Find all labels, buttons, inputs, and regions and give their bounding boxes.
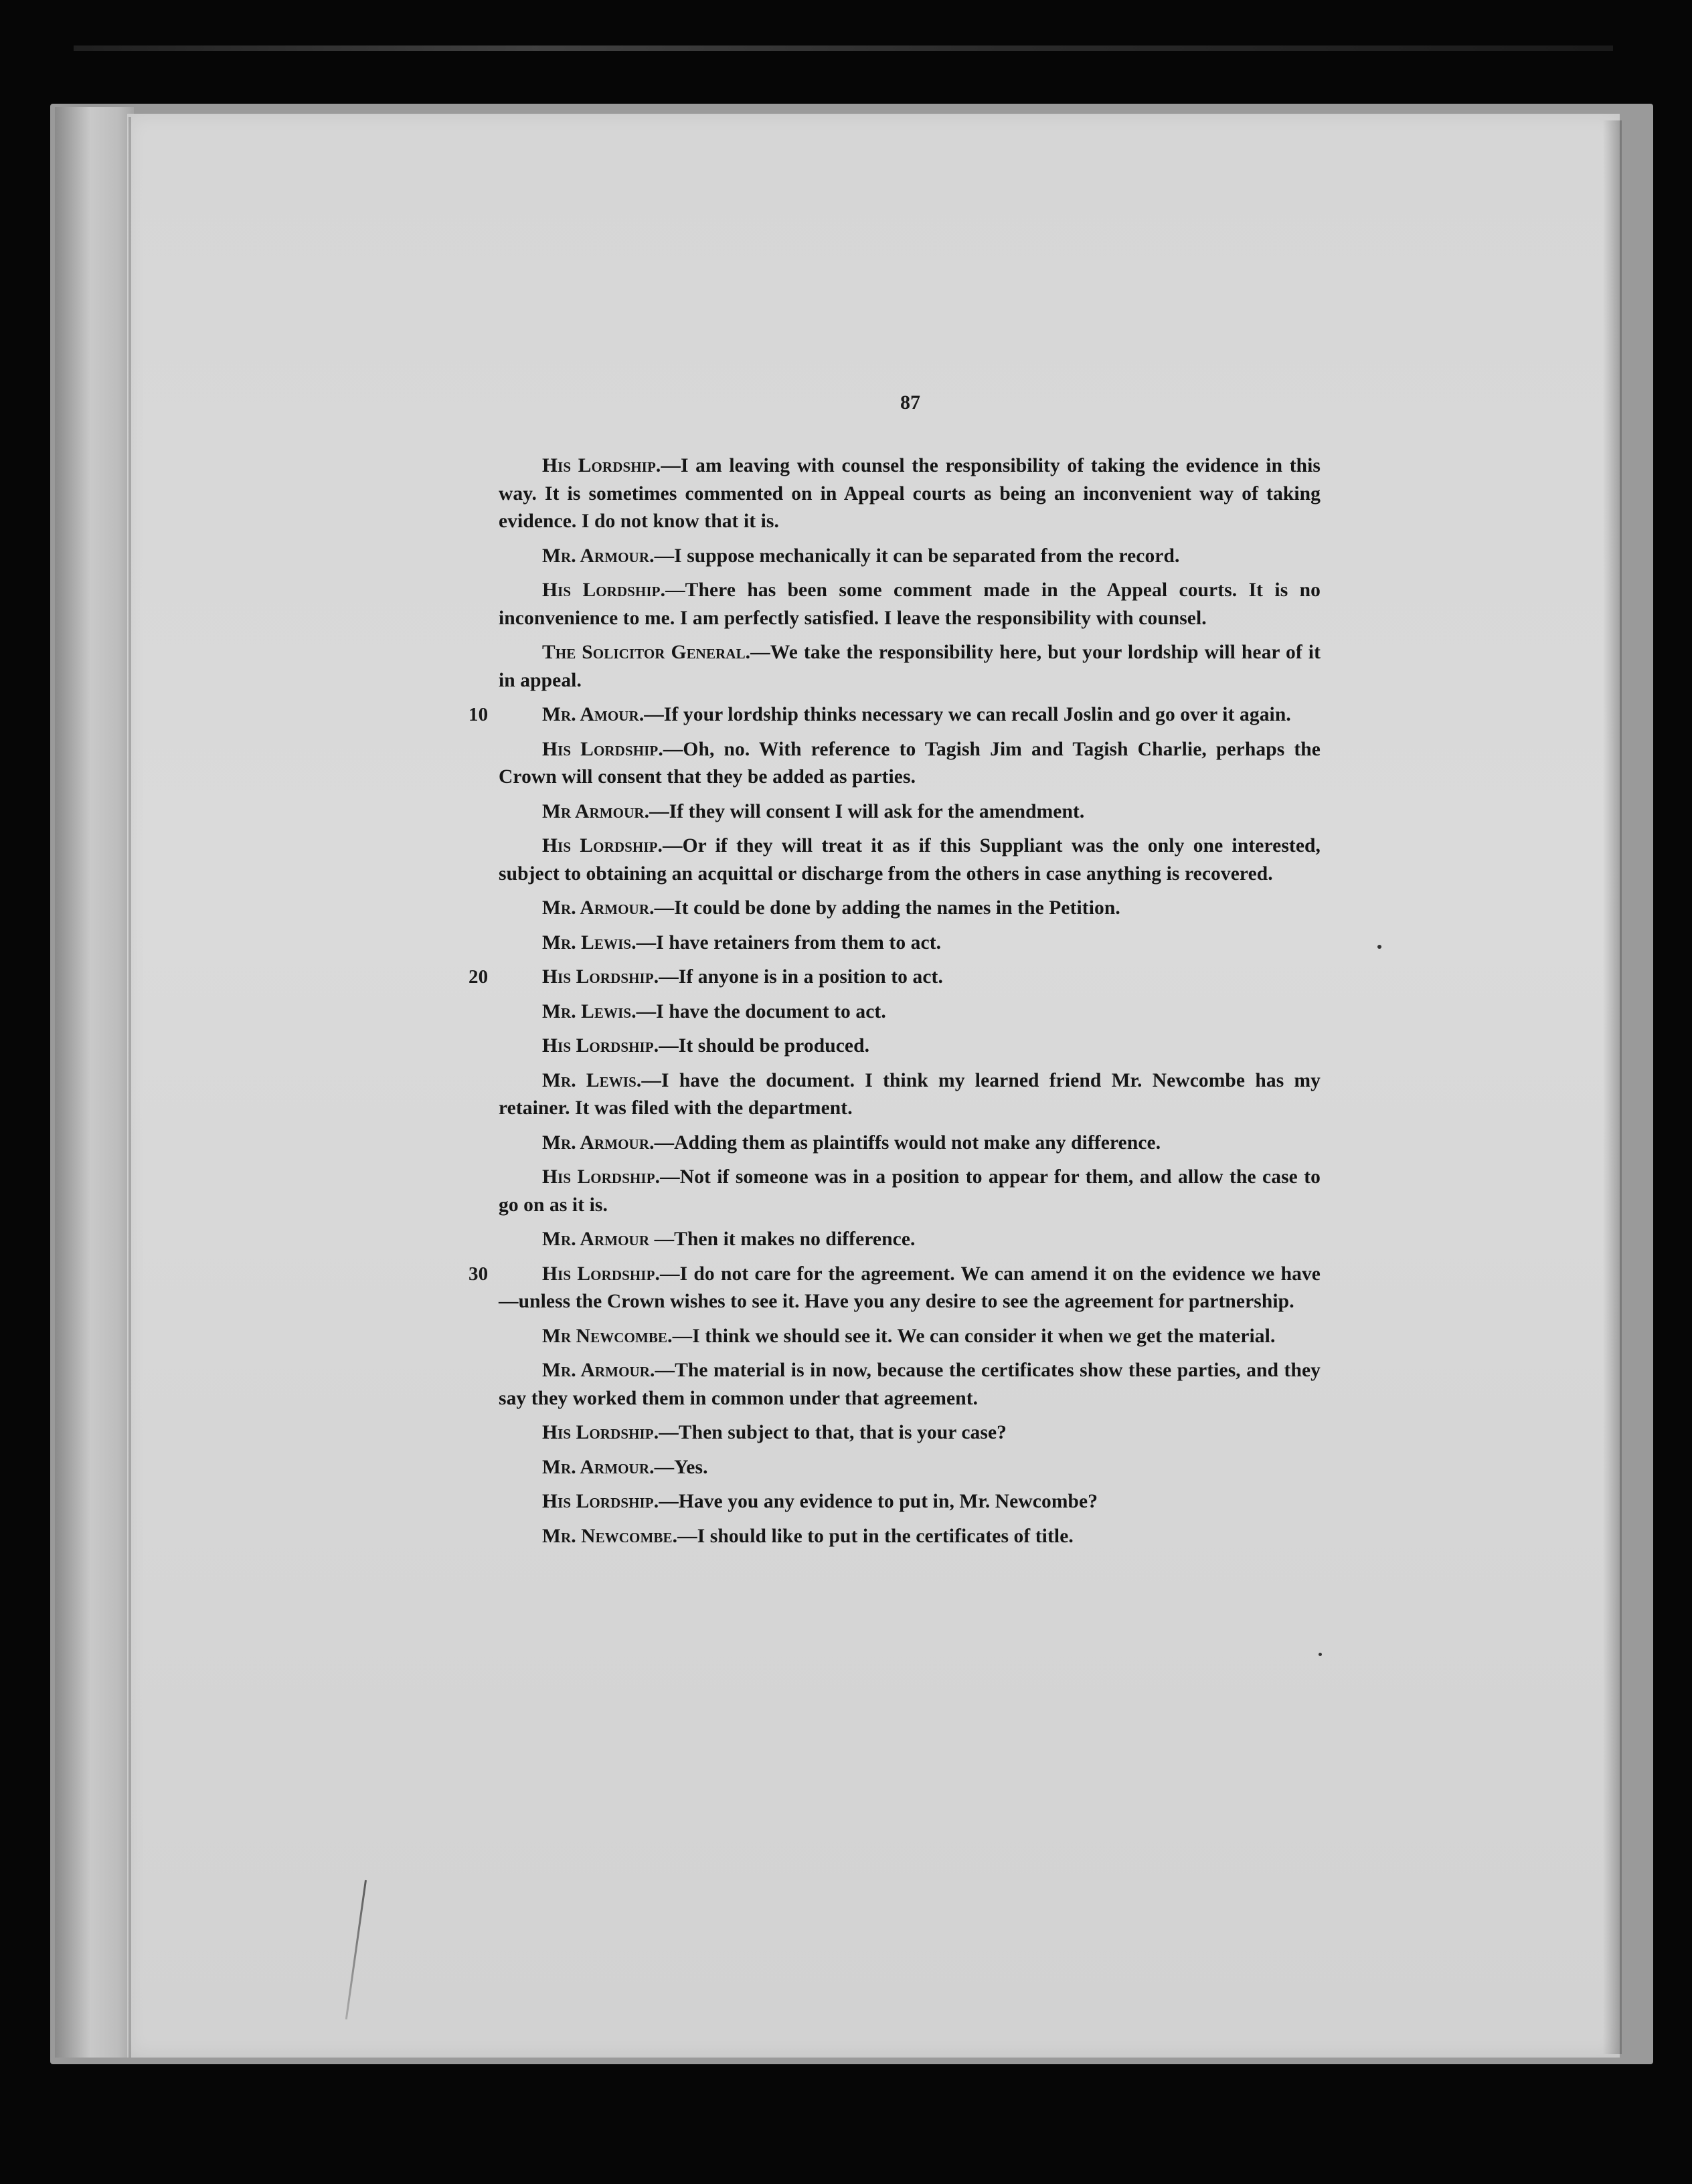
transcript-paragraph: [499, 452, 1321, 536]
transcript-paragraph: [469, 964, 1321, 992]
speaker-name: Mr. Armour: [542, 1228, 650, 1250]
speaker-name: Mr. Lewis.: [542, 1069, 642, 1091]
speaker-name: His Lordship.: [542, 455, 661, 476]
statement-text: —I am leaving with counsel the responsibility of taking the evidence in this way. It is sometimes commented on in Appeal courts as being an inconvenient way of taking evidence. I do not know that it is.: [499, 455, 1321, 532]
transcript-paragraph: [499, 1164, 1321, 1219]
transcript-paragraph: [499, 577, 1321, 632]
transcript-paragraph: [499, 1357, 1321, 1413]
statement-text: —If anyone is in a position to act.: [659, 966, 943, 988]
transcript-paragraph: [499, 798, 1321, 826]
transcript-paragraph: [499, 929, 1321, 958]
statement-text: —It could be done by adding the names in the Petition.: [654, 897, 1120, 919]
transcript-paragraph: [499, 1419, 1321, 1447]
speaker-name: Mr. Armour.: [542, 1456, 655, 1478]
page-number: 87: [900, 391, 920, 414]
line-number: 20: [469, 966, 489, 988]
speaker-name: His Lordship.: [542, 579, 666, 601]
statement-text: —If they will consent I will ask for the amendment.: [649, 800, 1085, 822]
transcript-paragraph: [499, 998, 1321, 1026]
transcript-paragraph: [499, 639, 1321, 695]
speaker-name: Mr Armour.: [542, 800, 650, 822]
speaker-name: His Lordship.: [542, 1035, 659, 1057]
speaker-name: His Lordship.: [542, 1263, 660, 1285]
statement-text: —Oh, no. With reference to Tagish Jim and Tagish Charlie, perhaps the Crown will consent that they be added as parties.: [499, 738, 1321, 788]
transcript-paragraph: [499, 543, 1321, 571]
statement-text: —I have the document to act.: [636, 1000, 886, 1022]
speaker-name: Mr. Amour.: [542, 704, 645, 725]
speaker-name: Mr. Newcombe.: [542, 1525, 678, 1547]
statement-text: —I should like to put in the certificates of title.: [677, 1525, 1074, 1547]
paper-speck: [1319, 1653, 1322, 1656]
spine-crease: [129, 117, 131, 2058]
speaker-name: Mr. Armour.: [542, 1131, 655, 1154]
speaker-name: His Lordship.: [542, 1422, 659, 1443]
speaker-name: The Solicitor General.: [542, 642, 751, 663]
speaker-name: His Lordship.: [542, 835, 663, 856]
transcript-paragraph: [499, 1226, 1321, 1254]
speaker-name: Mr. Armour.: [542, 897, 655, 919]
statement-text: —I have the document. I think my learned friend Mr. Newcombe has my retainer. It was filed with the department.: [499, 1069, 1321, 1119]
transcript-paragraph: [499, 1067, 1321, 1123]
transcript-paragraph: [499, 1454, 1321, 1482]
statement-text: —Have you any evidence to put in, Mr. Newcombe?: [659, 1491, 1098, 1512]
transcript-paragraph: [499, 1488, 1321, 1516]
speaker-name: His Lordship.: [542, 1166, 661, 1188]
statement-text: —The material is in now, because the certificates show these parties, and they say they worked them in common under that agreement.: [499, 1360, 1321, 1409]
statement-text: —I suppose mechanically it can be separated from the record.: [654, 545, 1180, 567]
speaker-name: His Lordship.: [542, 1491, 659, 1512]
scan-streak: [74, 46, 1613, 51]
page-shadow: [1603, 120, 1622, 2054]
statement-text: —If your lordship thinks necessary we can recall Joslin and go over it again.: [644, 704, 1291, 725]
statement-text: —Not if someone was in a position to appear for them, and allow the case to go on as it is.: [499, 1166, 1321, 1216]
statement-text: —We take the responsibility here, but your lordship will hear of it in appeal.: [499, 642, 1321, 691]
transcript-paragraph: [499, 1129, 1321, 1158]
statement-text: —I have retainers from them to act.: [636, 931, 942, 953]
statement-text: —It should be produced.: [659, 1035, 870, 1057]
statement-text: —I do not care for the agreement. We can amend it on the evidence we have—unless the Crown wishes to see it. Have you any desire to see the agreement for partnership.: [499, 1263, 1321, 1312]
statement-text: —Adding them as plaintiffs would not make any difference.: [654, 1131, 1161, 1154]
speaker-name: Mr. Armour.: [542, 1360, 655, 1381]
transcript-paragraph: [499, 1323, 1321, 1351]
book-spine: [55, 107, 134, 2058]
statement-text: —Yes.: [654, 1456, 708, 1478]
statement-text: —There has been some comment made in the Appeal courts. It is no inconvenience to me. I am perfectly satisfied. I leave the responsibility with counsel.: [499, 579, 1321, 629]
statement-text: —Or if they will treat it as if this Suppliant was the only one interested, subject to obtaining an acquittal or discharge from the others in case anything is recovered.: [499, 835, 1321, 885]
transcript-paragraph: [469, 701, 1321, 729]
transcript-paragraph: [499, 736, 1321, 792]
transcript-body: [469, 452, 1321, 1557]
line-number: 10: [469, 704, 489, 725]
transcript-paragraph: [499, 1032, 1321, 1061]
transcript-paragraph: [499, 832, 1321, 888]
speaker-name: Mr. Lewis.: [542, 931, 637, 953]
line-number: 30: [469, 1263, 489, 1285]
transcript-paragraph: [499, 895, 1321, 923]
transcript-paragraph: [469, 1261, 1321, 1316]
statement-text: —I think we should see it. We can consider it when we get the material.: [672, 1325, 1276, 1347]
speaker-name: Mr. Armour.: [542, 545, 655, 567]
speaker-name: Mr Newcombe.: [542, 1325, 673, 1347]
speaker-name: His Lordship.: [542, 738, 663, 760]
transcript-paragraph: [499, 1523, 1321, 1551]
speaker-name: His Lordship.: [542, 966, 659, 988]
speaker-name: Mr. Lewis.: [542, 1000, 637, 1022]
paper-speck: [1377, 945, 1381, 949]
statement-text: —Then subject to that, that is your case?: [659, 1422, 1007, 1443]
statement-text: —Then it makes no difference.: [649, 1228, 916, 1250]
